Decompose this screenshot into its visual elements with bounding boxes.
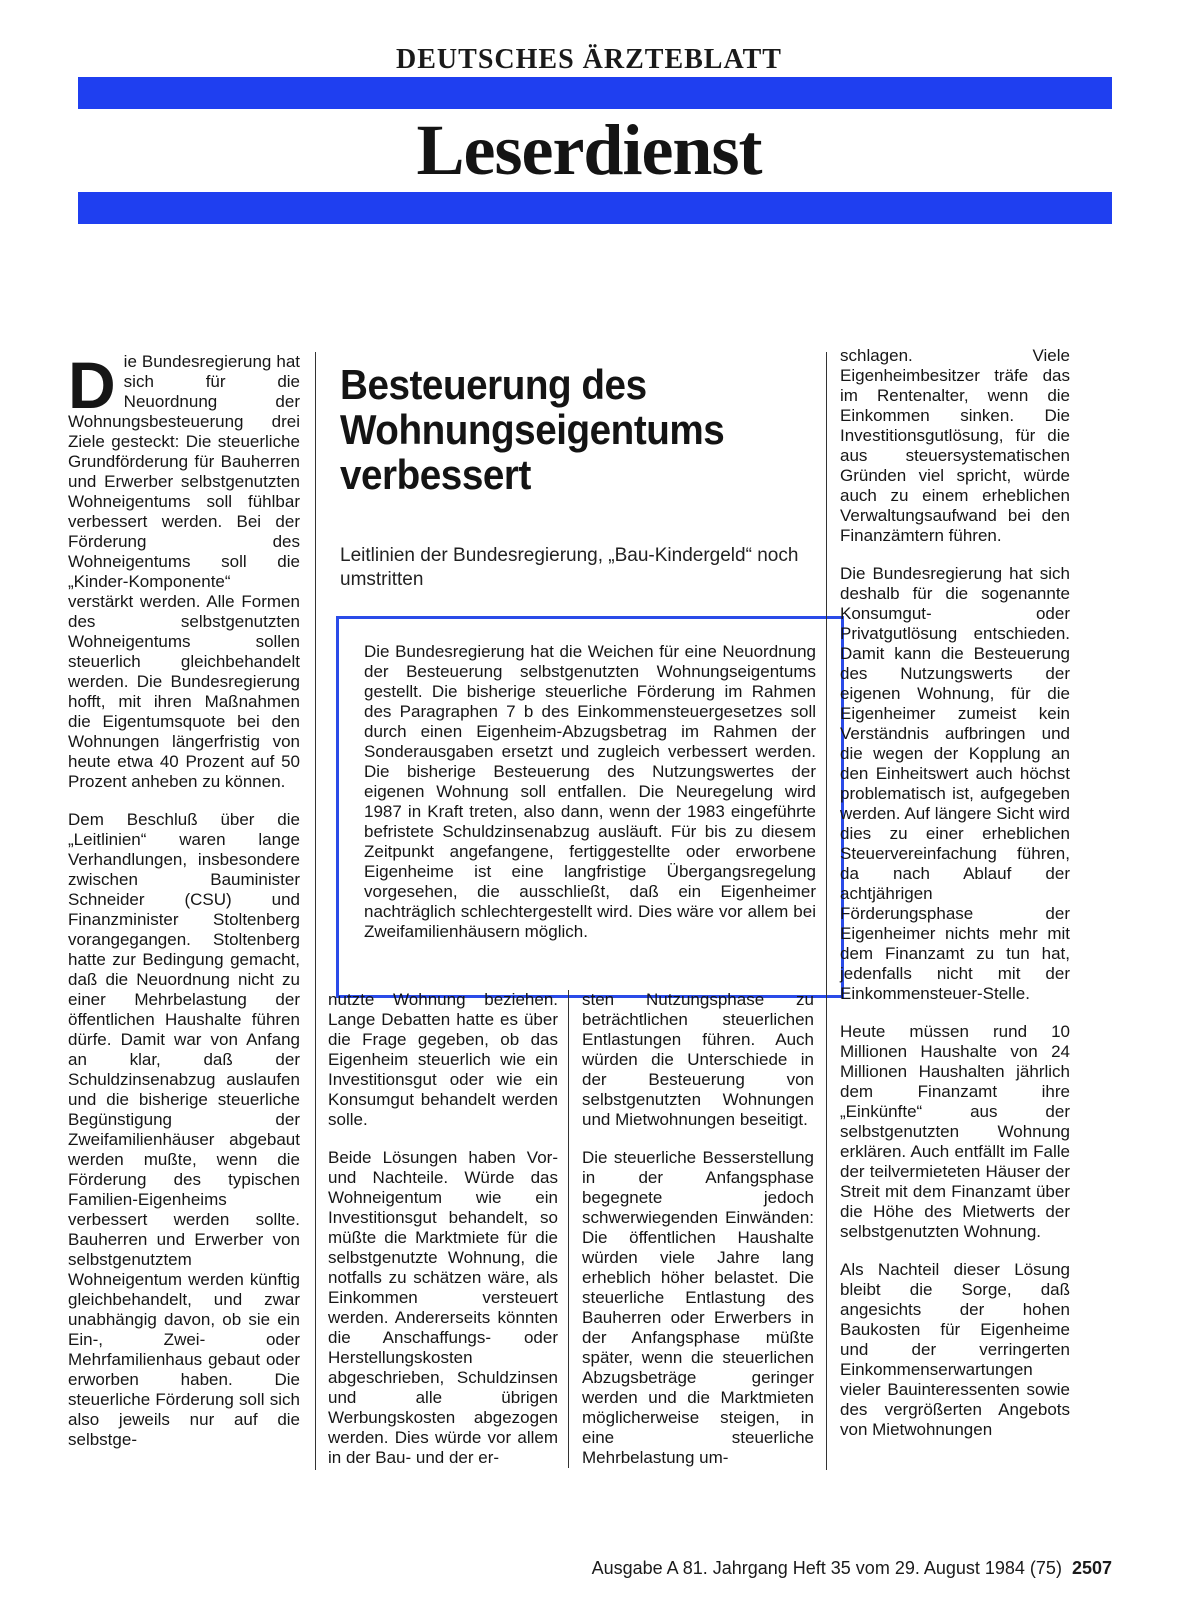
article-paragraph: nutzte Wohnung beziehen. Lange Debatten hatte es über die Frage gegeben, ob das Eigenheim steuerlich wie ein Investitionsgut oder wie ein Konsumgut behandelt werden solle.	[328, 990, 558, 1129]
edition-info: Ausgabe A 81. Jahrgang Heft 35 vom 29. August 1984 (75)	[591, 1558, 1062, 1578]
page-number: 2507	[1071, 1558, 1112, 1578]
column-rule	[568, 990, 569, 1468]
masthead-bar-bottom	[78, 192, 1112, 224]
article-paragraph: Beide Lösungen haben Vor- und Nachteile. Würde das Wohneigentum wie ein Investitionsgut behandelt, so müßte die Marktmiete für die selbstgenutzte Wohnung, die notfalls zu schätzen wäre, als Einkommen versteuert werden. Andererseits könnten die Anschaffungs- oder Herstellungskosten abgeschrieben, Schuldzinsen und alle übrigen Werbungskosten abgezogen werden. Dies würde vor allem in der Bau- und der er-	[328, 1148, 558, 1467]
journal-masthead: DEUTSCHES ÄRZTEBLATT	[396, 44, 782, 75]
article-paragraph	[68, 348, 300, 792]
column-rule	[826, 352, 827, 1470]
article-column-2	[328, 990, 558, 1468]
article-column-1	[68, 348, 300, 1450]
article-headline: Besteuerung des Wohnungseigentums verbessert	[340, 361, 725, 498]
section-title: Leserdienst	[416, 110, 762, 190]
masthead-bar-top	[78, 77, 1112, 109]
article-subtitle: Leitlinien der Bundesregierung, „Bau-Kindergeld“ noch umstritten	[340, 545, 799, 590]
page-footer	[592, 1557, 1112, 1579]
article-paragraph: Die Bundesregierung hat sich deshalb für die sogenannte Konsumgut- oder Privatgutlösung entschieden. Damit kann die Besteuerung des Nutzungswerts der eigenen Wohnung, für die Eigenheimer zumeist kein Verständnis aufbringen und die wegen der Kopplung an den Einheitswert auch höchst problematisch ist, aufgegeben werden. Auf längere Sicht wird dies zu einer erheblichen Steuervereinfachung führen, da nach Ablauf der achtjährigen Förderungsphase der Eigenheimer nichts mehr mit dem Finanzamt zu tun hat, jedenfalls nicht mit der Einkommensteuer-Stelle.	[840, 564, 1070, 1003]
article-paragraph: sten Nutzungsphase zu beträchtlichen steuerlichen Entlastungen führen. Auch würden die Unterschiede in der Besteuerung von selbstgenutzten Wohnungen und Mietwohnungen beseitigt.	[582, 990, 814, 1129]
article-paragraph: Als Nachteil dieser Lösung bleibt die Sorge, daß angesichts der hohen Baukosten für Eigenheime und der verringerten Einkommenserwartungen vieler Bauinteressenten sowie des vergrößerten Angebots von Mietwohnungen	[840, 1260, 1070, 1439]
article-column-4	[840, 346, 1070, 1440]
column-rule	[315, 352, 316, 1470]
paragraph-text: ie Bundesregierung hat sich für die Neuordnung der Wohnungsbesteuerung drei Ziele gesteckt: Die steuerliche Grundförderung für Bauherren und Erwerber selbstgenutzten Wohneigentums soll fühlbar verbessert werden. Bei der Förderung des Wohneigentums soll die „Kinder-Komponente“ verstärkt werden. Alle Formen des selbstgenutzten Wohneigentums sollen steuerlich gleichbehandelt werden. Die Bundesregierung hofft, mit ihren Maßnahmen die Eigentumsquote bei den Wohnungen längerfristig von heute etwa 40 Prozent auf 50 Prozent anheben zu können.	[68, 352, 300, 791]
article-paragraph: Heute müssen rund 10 Millionen Haushalte von 24 Millionen Haushalten jährlich dem Finanzamt ihre „Einkünfte“ aus der selbstgenutzten Wohnung erklären. Auch entfällt im Falle der teilvermieteten Häuser der Streit mit dem Finanzamt über die Höhe des Mietwerts der selbstgenutzten Wohnung.	[840, 1022, 1070, 1241]
article-paragraph: Die steuerliche Besserstellung in der Anfangsphase begegnete jedoch schwerwiegenden Einwänden: Die öffentlichen Haushalte würden viele Jahre lang erheblich höher belastet. Die steuerliche Entlastung des Bauherren oder Erwerbers in der Anfangsphase müßte später, wenn die steuerlichen Abzugsbeträge geringer werden und die Marktmieten möglicherweise steigen, in eine steuerliche Mehrbelastung um-	[582, 1148, 814, 1467]
summary-text: Die Bundesregierung hat die Weichen für eine Neuordnung der Besteuerung selbstgenutzten Wohnungseigentums gestellt. Die bisherige steuerliche Förderung im Rahmen des Paragraphen 7 b des Einkommensteuergesetzes soll durch einen Eigenheim-Abzugsbetrag im Rahmen der Sonderausgaben ersetzt und zugleich verbessert werden. Die bisherige Besteuerung des Nutzungswertes der eigenen Wohnung soll entfallen. Die Neuregelung wird 1987 in Kraft treten, also dann, wenn der 1983 eingeführte befristete Schuldzinsenabzug ausläuft. Für bis zu diesem Zeitpunkt angefangene, fertiggestellte oder erworbene Eigenheime ist eine langfristige Übergangsregelung vorgesehen, die ausschließt, daß ein Eigenheimer nachträglich schlechtergestellt wird. Dies wäre vor allem bei Zweifamilienhäusern möglich.	[364, 642, 816, 941]
drop-cap: D	[68, 348, 116, 422]
article-column-3	[582, 990, 814, 1468]
article-paragraph: schlagen. Viele Eigenheimbesitzer träfe das im Rentenalter, wenn die Einkommen sinken. Die Investitionsgutlösung, für die aus steuersystematischen Gründen viel spricht, würde auch zu einem erheblichen Verwaltungsaufwand bei den Finanzämtern führen.	[840, 346, 1070, 545]
article-paragraph: Dem Beschluß über die „Leitlinien“ waren lange Verhandlungen, insbesondere zwischen Bauminister Schneider (CSU) und Finanzminister Stoltenberg vorangegangen. Stoltenberg hatte zur Bedingung gemacht, daß die Neuordnung nicht zu einer Mehrbelastung der öffentlichen Haushalte führen dürfe. Damit war von Anfang an klar, daß der Schuldzinsenabzug auslaufen und die bisherige steuerliche Begünstigung der Zweifamilienhäuser abgebaut werden mußte, wenn die Förderung des typischen Familien-Eigenheims verbessert werden sollte. Bauherren und Erwerber von selbstgenutztem Wohneigentum werden künftig gleichbehandelt, und zwar unabhängig davon, ob sie ein Ein-, Zwei- oder Mehrfamilienhaus gebaut oder erworben haben. Die steuerliche Förderung soll sich also jeweils nur auf die selbstge-	[68, 810, 300, 1449]
